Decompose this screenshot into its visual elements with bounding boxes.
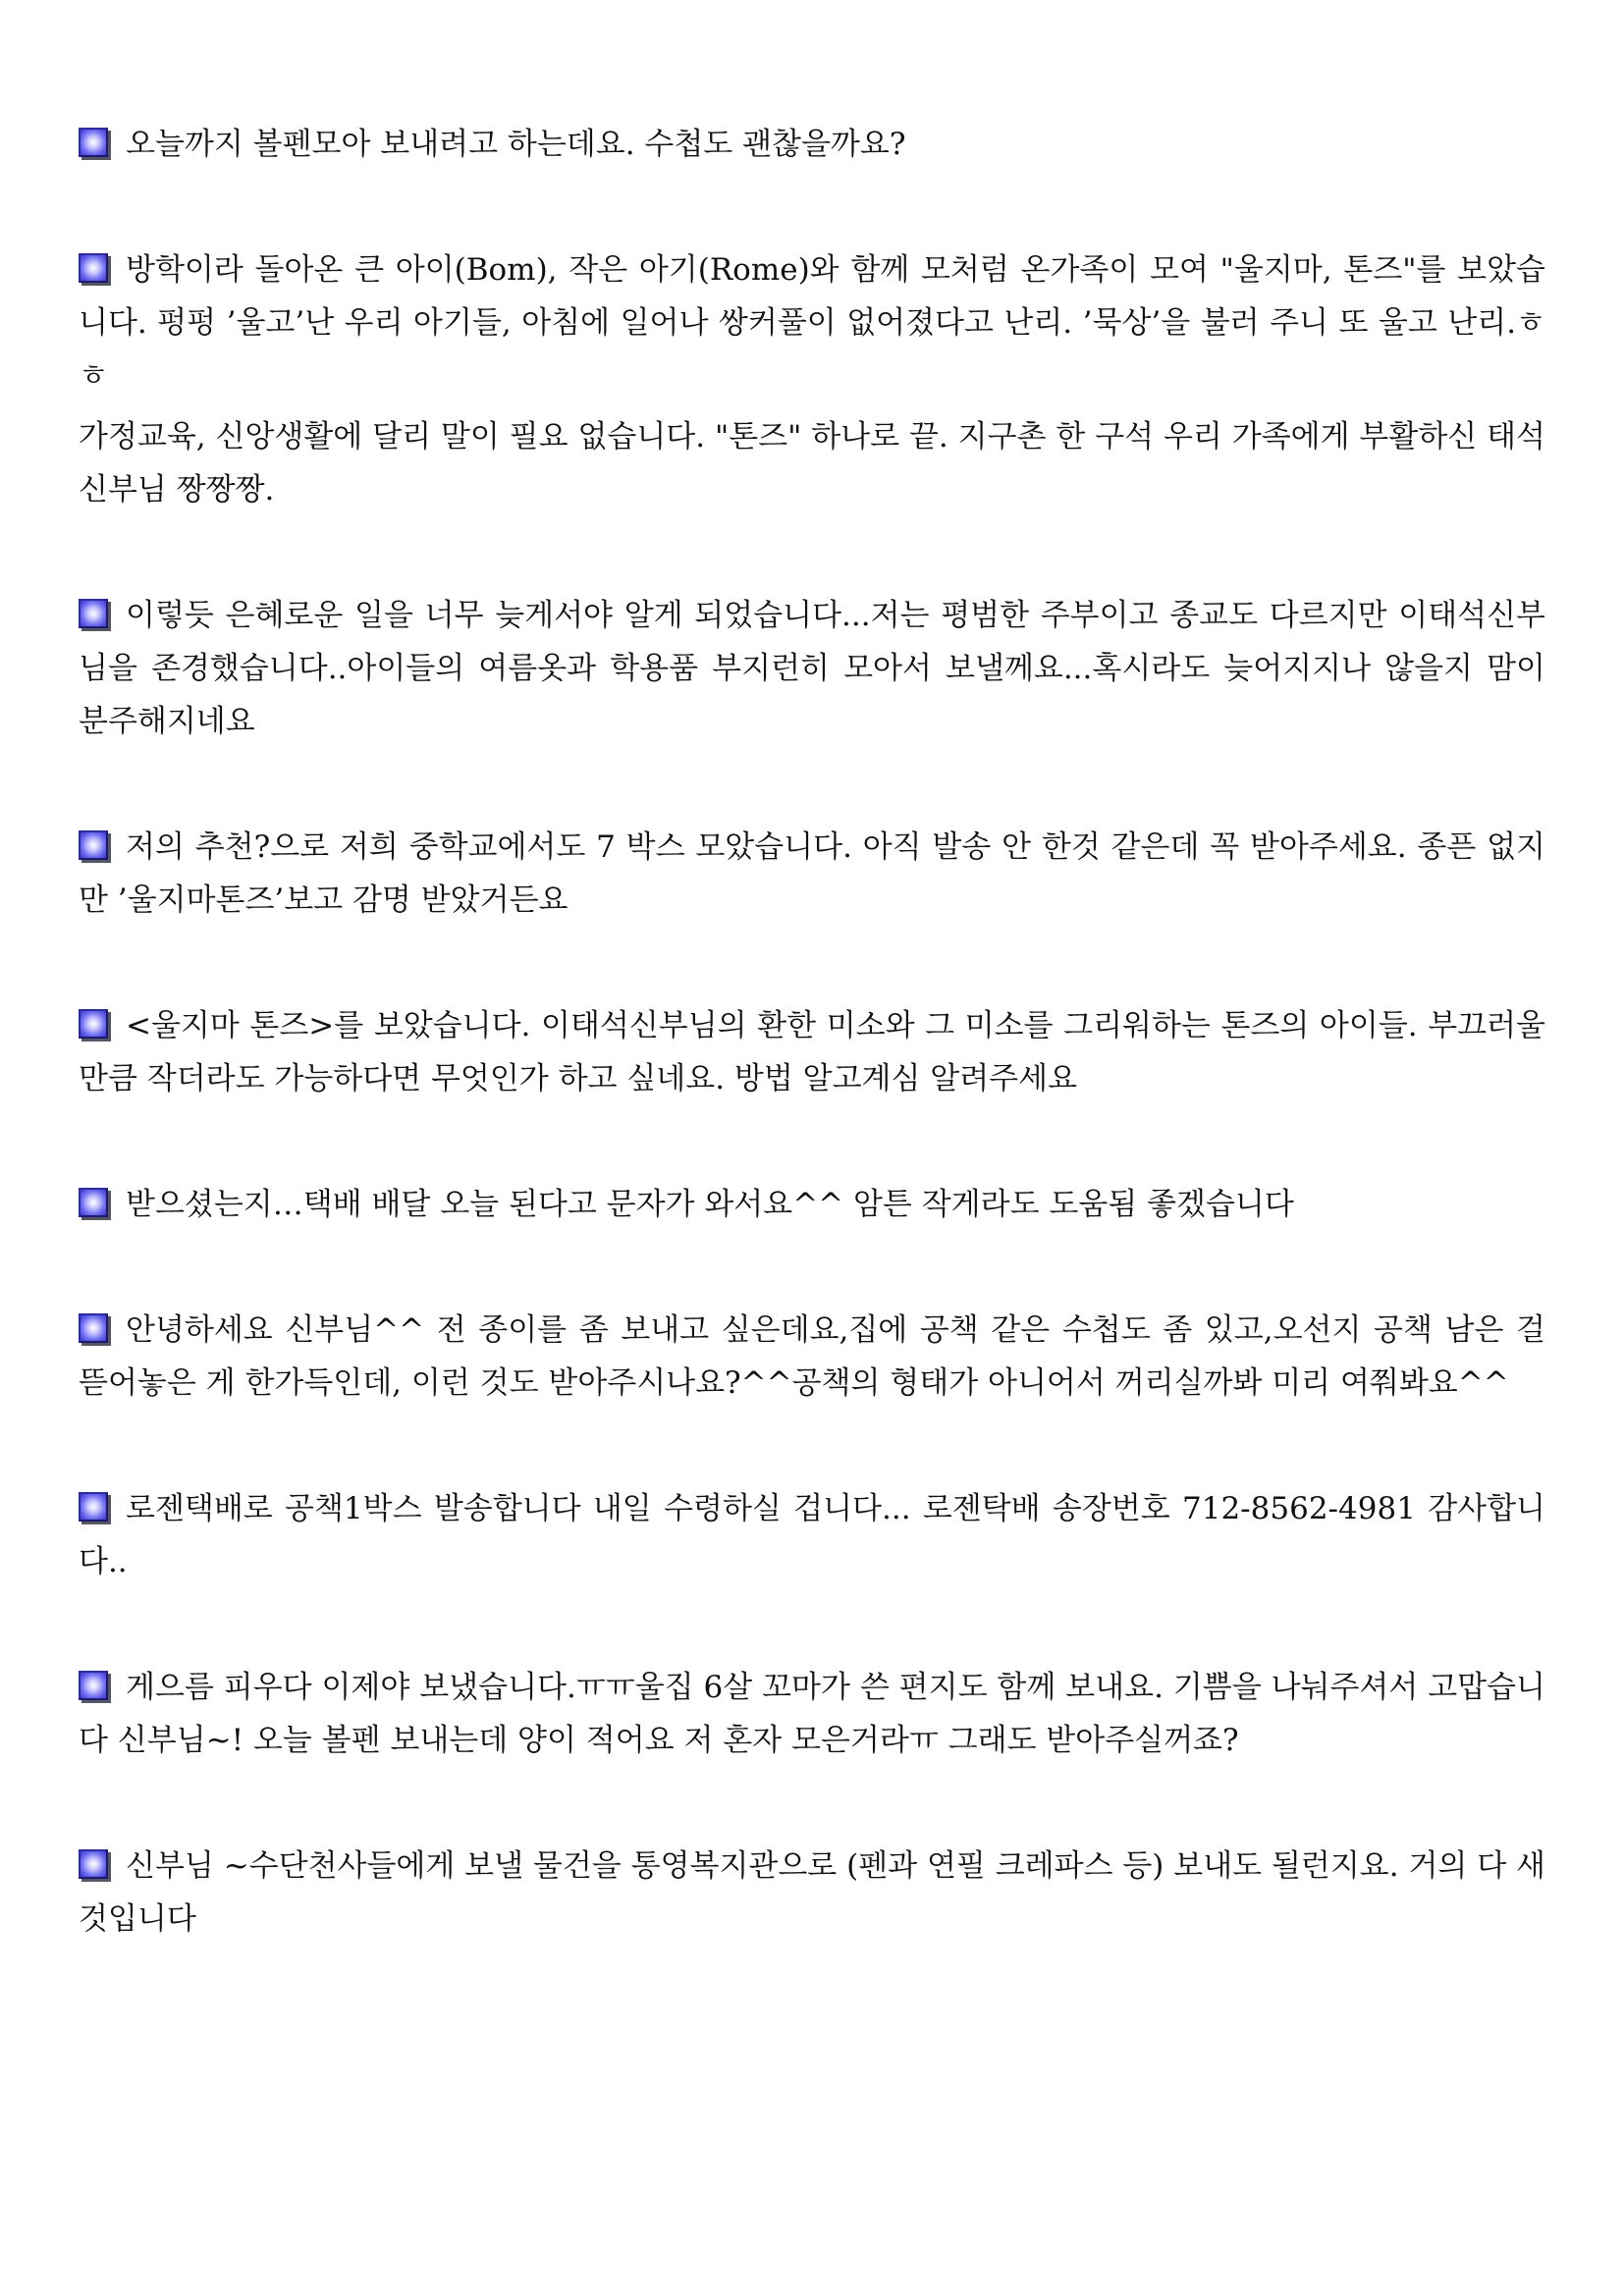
- comment-entry: [79, 999, 1545, 1105]
- comment-text: 받으셨는지…택배 배달 오늘 된다고 문자가 와서요^^ 암튼 작게라도 도움됨 좋겠습니다: [126, 1187, 1294, 1222]
- comment-text: 안녕하세요 신부님^^ 전 종이를 좀 보내고 싶은데요,집에 공책 같은 수첩도 좀 있고,오선지 공책 남은 걸 뜯어놓은 게 한가득인데, 이런 것도 받아주시나요?^^공책의 형태가 아니어서 꺼리실까봐 미리 여쭤봐요^^: [79, 1312, 1545, 1401]
- comment-text: 오늘까지 볼펜모아 보내려고 하는데요. 수첩도 괜찮을까요?: [126, 127, 906, 162]
- comment-text: 신부님 ~수단천사들에게 보낼 물건을 통영복지관으로 (펜과 연필 크레파스 등) 보내도 될런지요. 거의 다 새 것입니다: [79, 1848, 1545, 1937]
- comment-text: 저의 추천?으로 저희 중학교에서도 7 박스 모았습니다. 아직 발송 안 한것 같은데 꼭 받아주세요. 종픈 없지만 ’울지마톤즈’보고 감명 받았거든요: [79, 829, 1545, 918]
- bullet-square-icon: [79, 253, 108, 283]
- comment-entry: [79, 1840, 1545, 1946]
- comment-text: <울지마 톤즈>를 보았습니다. 이태석신부님의 환한 미소와 그 미소를 그리워하는 톤즈의 아이들. 부끄러울 만큼 작더라도 가능하다면 무엇인가 하고 싶네요. 방법 알고계심 알려주세요: [79, 1008, 1545, 1096]
- bullet-square-icon: [79, 830, 108, 860]
- bullet-square-icon: [79, 1188, 108, 1217]
- bullet-square-icon: [79, 1492, 108, 1522]
- document-page: [79, 118, 1545, 1946]
- bullet-square-icon: [79, 1313, 108, 1343]
- bullet-square-icon: [79, 599, 108, 628]
- bullet-square-icon: [79, 1009, 108, 1039]
- comment-entry: [79, 1304, 1545, 1410]
- comment-entry: [79, 589, 1545, 748]
- comment-text: 게으름 피우다 이제야 보냈습니다.ㅠㅠ울집 6살 꼬마가 쓴 편지도 함께 보내요. 기쁨을 나눠주셔서 고맙습니다 신부님~! 오늘 볼펜 보내는데 양이 적어요 저 혼자 모은거라ㅠ 그래도 받아주실꺼죠?: [79, 1670, 1545, 1758]
- comment-text: 이렇듯 은혜로운 일을 너무 늦게서야 알게 되었습니다...저는 평범한 주부이고 종교도 다르지만 이태석신부님을 존경했습니다..아이들의 여름옷과 학용품 부지런히 모아서 보낼께요...혹시라도 늦어지지나 않을지 맘이 분주해지네요: [79, 598, 1545, 739]
- bullet-square-icon: [79, 128, 108, 157]
- comment-text: 로젠택배로 공책1박스 발송합니다 내일 수령하실 겁니다... 로젠탁배 송장번호 712-8562-4981 감사합니다..: [79, 1491, 1545, 1579]
- comment-text: 가정교육, 신앙생활에 달리 말이 필요 없습니다. "톤즈" 하나로 끝. 지구촌 한 구석 우리 가족에게 부활하신 태석 신부님 짱짱짱.: [79, 419, 1545, 507]
- comment-entry: [79, 821, 1545, 927]
- comment-text: 방학이라 돌아온 큰 아이(Bom), 작은 아기(Rome)와 함께 모처럼 온가족이 모여 "울지마, 톤즈"를 보았습니다. 펑펑 ’울고’난 우리 아기들, 아침에 일어나 쌍커풀이 없어졌다고 난리. ’묵상’을 불러 주니 또 울고 난리.ㅎㅎ: [79, 252, 1545, 394]
- comment-entry: [79, 1178, 1545, 1231]
- comment-entry: [79, 118, 1545, 171]
- comment-entry: [79, 243, 1545, 402]
- bullet-square-icon: [79, 1671, 108, 1700]
- comment-entry: [79, 1661, 1545, 1767]
- bullet-square-icon: [79, 1849, 108, 1879]
- comment-entry: [79, 1482, 1545, 1588]
- comment-continuation: [79, 410, 1545, 516]
